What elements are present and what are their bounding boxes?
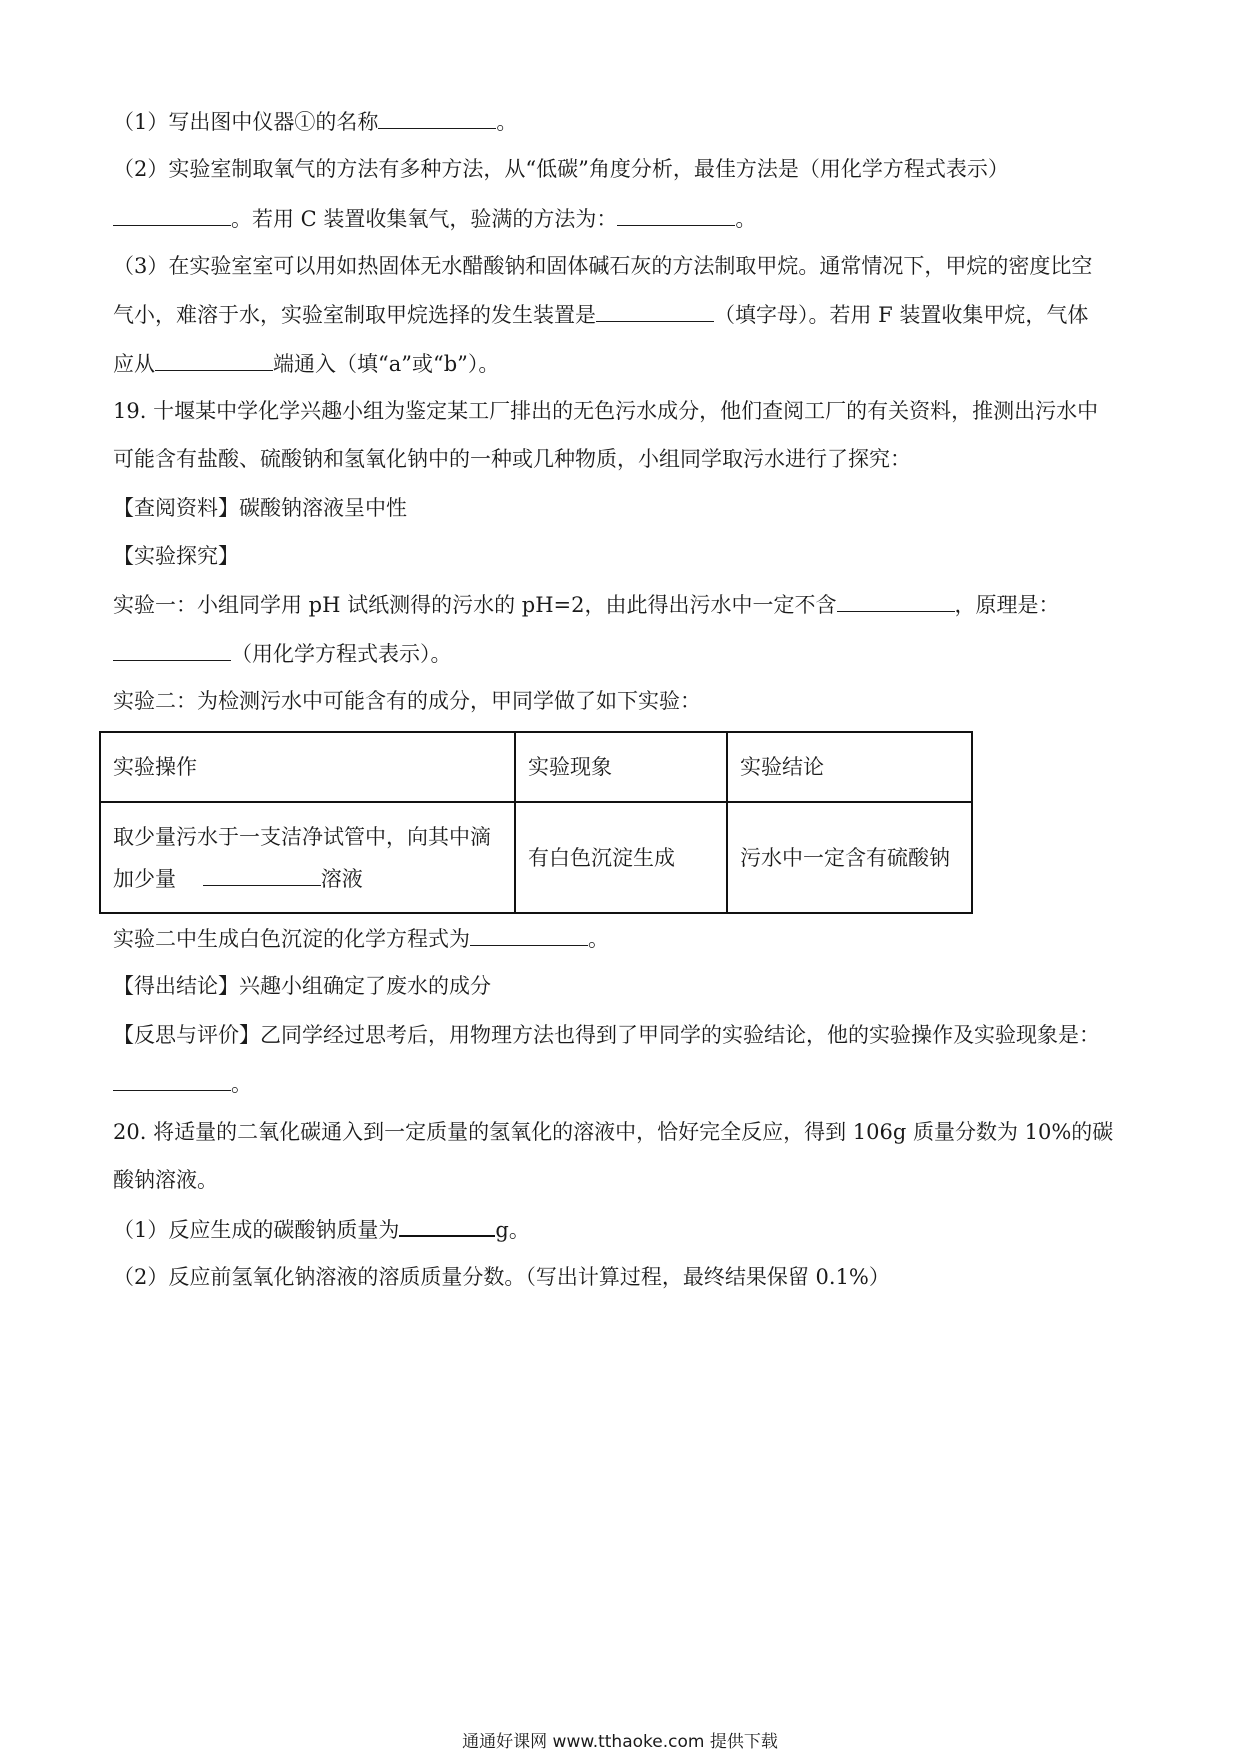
operation-line2: [113, 858, 502, 900]
operation-text2: 溶液: [320, 866, 363, 891]
table-cell-conclusion: 污水中一定含有硫酸钠: [727, 802, 972, 913]
table-header-cell: 实验结论: [727, 732, 972, 802]
q19-exp1-line1: [113, 589, 1060, 620]
table-row: [100, 802, 972, 913]
q19-consult: 【查阅资料】碳酸钠溶液呈中性: [113, 496, 407, 520]
q18-part3-text: 气小，难溶于水，实验室制取甲烷选择的发生装置是: [113, 303, 596, 327]
q18-part3-text4: 端通入（填“a”或“b”）。: [273, 352, 500, 376]
q19-exp2-equation: [113, 923, 609, 954]
q19-exp2-eq-end: 。: [588, 927, 609, 951]
q20-line1: 20. 将适量的二氧化碳通入到一定质量的氢氧化的溶液中，恰好完全反应，得到 106g 质量分数为 10%的碳: [113, 1120, 1114, 1144]
q18-part2-line1: （2）实验室制取氧气的方法有多种方法，从“低碳”角度分析，最佳方法是（用化学方程式表示）: [113, 157, 1009, 181]
operation-text: 加少量: [113, 866, 176, 891]
table-cell-phenomenon: 有白色沉淀生成: [515, 802, 727, 913]
answer-blank[interactable]: [155, 348, 273, 371]
q20-line2: 酸钠溶液。: [113, 1168, 218, 1192]
table-cell-operation: [100, 802, 515, 913]
q19-exp2-intro: 实验二：为检测污水中可能含有的成分，甲同学做了如下实验：: [113, 689, 701, 713]
answer-blank[interactable]: [378, 106, 496, 129]
q19-conclusion: 【得出结论】兴趣小组确定了废水的成分: [113, 974, 491, 998]
answer-blank[interactable]: [203, 863, 321, 886]
table-header-cell: 实验操作: [100, 732, 515, 802]
footer: 通通好课网 www.tthaoke.com 提供下载: [462, 1732, 778, 1752]
q18-part3-text2: （填字母）。若用 F 装置收集甲烷，气体: [714, 303, 1089, 327]
q18-part2-mid: 。若用 C 装置收集氧气，验满的方法为：: [231, 207, 618, 231]
q18-part1: [113, 106, 517, 137]
answer-blank[interactable]: [399, 1213, 495, 1237]
answer-blank[interactable]: [617, 203, 735, 226]
answer-blank[interactable]: [837, 589, 955, 612]
operation-line1: 取少量污水于一支洁净试管中，向其中滴: [113, 824, 491, 849]
q18-part3-line2: [113, 299, 1088, 330]
answer-blank[interactable]: [113, 1068, 231, 1091]
table-header-row: [100, 732, 972, 802]
q18-part1-text: （1）写出图中仪器①的名称: [113, 110, 379, 134]
q18-part2-line2: [113, 203, 756, 234]
q20-part2: （2）反应前氢氧化钠溶液的溶质质量分数。（写出计算过程，最终结果保留 0.1%）: [113, 1265, 890, 1289]
answer-blank[interactable]: [113, 638, 231, 661]
q18-part1-end: 。: [496, 110, 518, 134]
table-header-cell: 实验现象: [515, 732, 727, 802]
q19-exp1-text: 实验一：小组同学用 pH 试纸测得的污水的 pH=2，由此得出污水中一定不含: [113, 593, 837, 617]
q18-part3-line1: （3）在实验室室可以用如热固体无水醋酸钠和固体碱石灰的方法制取甲烷。通常情况下，甲烷的密度比空: [113, 254, 1093, 278]
answer-blank[interactable]: [113, 203, 231, 226]
q18-part3-line3: [113, 348, 499, 379]
q20-part1: [113, 1213, 530, 1245]
q18-part3-text3: 应从: [113, 352, 155, 376]
q19-exp2-eq-text: 实验二中生成白色沉淀的化学方程式为: [113, 927, 470, 951]
q20-part1-text: （1）反应生成的碳酸钠质量为: [113, 1218, 400, 1242]
q18-part2-end: 。: [735, 207, 757, 231]
q19-exp1-line2: [113, 638, 452, 669]
q20-part1-end: g。: [495, 1218, 530, 1242]
q19-reflect: 【反思与评价】乙同学经过思考后，用物理方法也得到了甲同学的实验结论，他的实验操作及实验现象是：: [113, 1023, 1100, 1047]
q19-line1: 19. 十堰某中学化学兴趣小组为鉴定某工厂排出的无色污水成分，他们查阅工厂的有关资料，推测出污水中: [113, 399, 1099, 423]
q19-explore-heading: 【实验探究】: [113, 544, 239, 568]
q19-reflect-answer: [113, 1068, 252, 1099]
q19-line2: 可能含有盐酸、硫酸钠和氢氧化钠中的一种或几种物质，小组同学取污水进行了探究：: [113, 447, 911, 471]
experiment-table: [99, 731, 973, 914]
q19-reflect-end: 。: [231, 1072, 252, 1096]
answer-blank[interactable]: [470, 923, 588, 946]
q19-exp1-text2: ，原理是：: [954, 593, 1060, 617]
answer-blank[interactable]: [596, 299, 714, 322]
q19-exp1-text3: （用化学方程式表示）。: [231, 642, 452, 666]
